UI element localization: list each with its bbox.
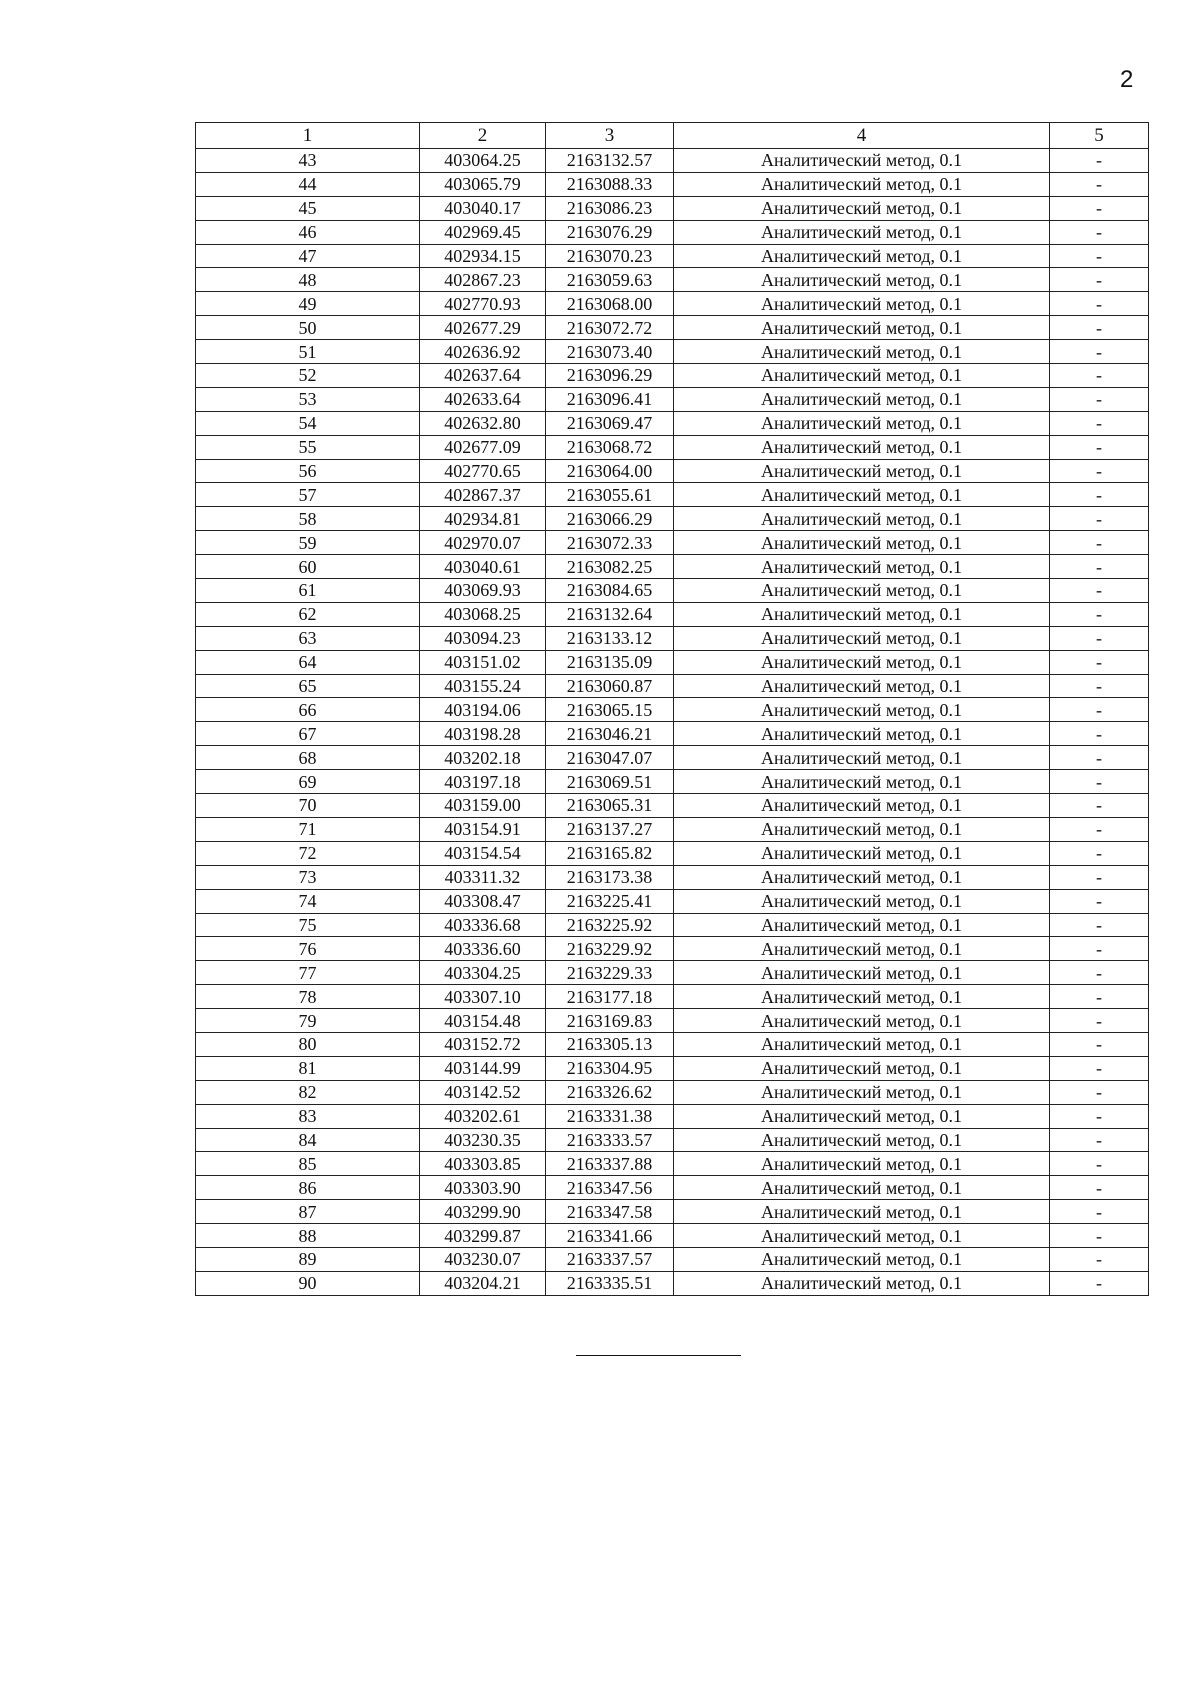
method-cell: Аналитический метод, 0.1: [674, 459, 1050, 483]
x-coordinate-cell: 402934.15: [420, 244, 546, 268]
end-rule-divider: [576, 1355, 741, 1356]
method-cell: Аналитический метод, 0.1: [674, 770, 1050, 794]
table-row: [196, 459, 1149, 483]
table-row: [196, 1176, 1149, 1200]
y-coordinate-cell: 2163173.38: [546, 865, 674, 889]
method-cell: Аналитический метод, 0.1: [674, 244, 1050, 268]
point-number-cell: 80: [196, 1032, 420, 1056]
note-cell: -: [1050, 1009, 1149, 1033]
method-cell: Аналитический метод, 0.1: [674, 841, 1050, 865]
note-cell: -: [1050, 817, 1149, 841]
x-coordinate-cell: 403068.25: [420, 602, 546, 626]
method-cell: Аналитический метод, 0.1: [674, 196, 1050, 220]
note-cell: -: [1050, 937, 1149, 961]
table-row: [196, 794, 1149, 818]
method-cell: Аналитический метод, 0.1: [674, 411, 1050, 435]
x-coordinate-cell: 403202.61: [420, 1104, 546, 1128]
y-coordinate-cell: 2163088.33: [546, 172, 674, 196]
table-row: [196, 507, 1149, 531]
point-number-cell: 81: [196, 1056, 420, 1080]
x-coordinate-cell: 402867.23: [420, 268, 546, 292]
note-cell: -: [1050, 1056, 1149, 1080]
note-cell: -: [1050, 602, 1149, 626]
method-cell: Аналитический метод, 0.1: [674, 1080, 1050, 1104]
y-coordinate-cell: 2163072.33: [546, 531, 674, 555]
y-coordinate-cell: 2163333.57: [546, 1128, 674, 1152]
point-number-cell: 75: [196, 913, 420, 937]
y-coordinate-cell: 2163064.00: [546, 459, 674, 483]
point-number-cell: 76: [196, 937, 420, 961]
note-cell: -: [1050, 507, 1149, 531]
method-cell: Аналитический метод, 0.1: [674, 531, 1050, 555]
table-row: [196, 746, 1149, 770]
x-coordinate-cell: 403094.23: [420, 626, 546, 650]
point-number-cell: 67: [196, 722, 420, 746]
point-number-cell: 68: [196, 746, 420, 770]
method-cell: Аналитический метод, 0.1: [674, 435, 1050, 459]
point-number-cell: 89: [196, 1247, 420, 1271]
x-coordinate-cell: 402632.80: [420, 411, 546, 435]
method-cell: Аналитический метод, 0.1: [674, 220, 1050, 244]
method-cell: Аналитический метод, 0.1: [674, 602, 1050, 626]
note-cell: -: [1050, 985, 1149, 1009]
y-coordinate-cell: 2163070.23: [546, 244, 674, 268]
method-cell: Аналитический метод, 0.1: [674, 507, 1050, 531]
x-coordinate-cell: 403154.48: [420, 1009, 546, 1033]
y-coordinate-cell: 2163076.29: [546, 220, 674, 244]
x-coordinate-cell: 402969.45: [420, 220, 546, 244]
point-number-cell: 46: [196, 220, 420, 244]
note-cell: -: [1050, 435, 1149, 459]
point-number-cell: 87: [196, 1200, 420, 1224]
x-coordinate-cell: 403194.06: [420, 698, 546, 722]
table-row: [196, 1104, 1149, 1128]
column-header-3: 3: [546, 123, 674, 149]
y-coordinate-cell: 2163326.62: [546, 1080, 674, 1104]
table-row: [196, 555, 1149, 579]
point-number-cell: 85: [196, 1152, 420, 1176]
y-coordinate-cell: 2163068.00: [546, 292, 674, 316]
point-number-cell: 52: [196, 364, 420, 388]
point-number-cell: 57: [196, 483, 420, 507]
point-number-cell: 58: [196, 507, 420, 531]
note-cell: -: [1050, 579, 1149, 603]
point-number-cell: 79: [196, 1009, 420, 1033]
note-cell: -: [1050, 1271, 1149, 1295]
note-cell: -: [1050, 268, 1149, 292]
note-cell: -: [1050, 340, 1149, 364]
y-coordinate-cell: 2163068.72: [546, 435, 674, 459]
column-header-4: 4: [674, 123, 1050, 149]
note-cell: -: [1050, 770, 1149, 794]
table-row: [196, 1224, 1149, 1248]
y-coordinate-cell: 2163132.57: [546, 149, 674, 173]
table-row: [196, 483, 1149, 507]
table-row: [196, 435, 1149, 459]
x-coordinate-cell: 403336.68: [420, 913, 546, 937]
table-row: [196, 1247, 1149, 1271]
y-coordinate-cell: 2163225.92: [546, 913, 674, 937]
method-cell: Аналитический метод, 0.1: [674, 1271, 1050, 1295]
method-cell: Аналитический метод, 0.1: [674, 698, 1050, 722]
y-coordinate-cell: 2163331.38: [546, 1104, 674, 1128]
table-row: [196, 602, 1149, 626]
note-cell: -: [1050, 1152, 1149, 1176]
point-number-cell: 60: [196, 555, 420, 579]
note-cell: -: [1050, 459, 1149, 483]
y-coordinate-cell: 2163065.15: [546, 698, 674, 722]
method-cell: Аналитический метод, 0.1: [674, 340, 1050, 364]
y-coordinate-cell: 2163047.07: [546, 746, 674, 770]
note-cell: -: [1050, 387, 1149, 411]
note-cell: -: [1050, 913, 1149, 937]
point-number-cell: 90: [196, 1271, 420, 1295]
note-cell: -: [1050, 1176, 1149, 1200]
x-coordinate-cell: 403230.07: [420, 1247, 546, 1271]
y-coordinate-cell: 2163082.25: [546, 555, 674, 579]
note-cell: -: [1050, 531, 1149, 555]
x-coordinate-cell: 403303.90: [420, 1176, 546, 1200]
note-cell: -: [1050, 244, 1149, 268]
x-coordinate-cell: 403230.35: [420, 1128, 546, 1152]
table-row: [196, 722, 1149, 746]
y-coordinate-cell: 2163066.29: [546, 507, 674, 531]
note-cell: -: [1050, 1128, 1149, 1152]
note-cell: -: [1050, 794, 1149, 818]
method-cell: Аналитический метод, 0.1: [674, 746, 1050, 770]
point-number-cell: 45: [196, 196, 420, 220]
note-cell: -: [1050, 292, 1149, 316]
note-cell: -: [1050, 674, 1149, 698]
point-number-cell: 43: [196, 149, 420, 173]
x-coordinate-cell: 402677.29: [420, 316, 546, 340]
x-coordinate-cell: 403308.47: [420, 889, 546, 913]
note-cell: -: [1050, 172, 1149, 196]
y-coordinate-cell: 2163137.27: [546, 817, 674, 841]
table-row: [196, 1271, 1149, 1295]
table-row: [196, 674, 1149, 698]
x-coordinate-cell: 403154.54: [420, 841, 546, 865]
method-cell: Аналитический метод, 0.1: [674, 364, 1050, 388]
note-cell: -: [1050, 196, 1149, 220]
method-cell: Аналитический метод, 0.1: [674, 1009, 1050, 1033]
method-cell: Аналитический метод, 0.1: [674, 626, 1050, 650]
table-row: [196, 770, 1149, 794]
method-cell: Аналитический метод, 0.1: [674, 555, 1050, 579]
point-number-cell: 88: [196, 1224, 420, 1248]
point-number-cell: 55: [196, 435, 420, 459]
point-number-cell: 51: [196, 340, 420, 364]
y-coordinate-cell: 2163177.18: [546, 985, 674, 1009]
table-row: [196, 149, 1149, 173]
page-number: 2: [1120, 66, 1134, 93]
point-number-cell: 53: [196, 387, 420, 411]
table-row: [196, 411, 1149, 435]
table-row: [196, 865, 1149, 889]
note-cell: -: [1050, 698, 1149, 722]
table-row: [196, 220, 1149, 244]
note-cell: -: [1050, 1200, 1149, 1224]
table-row: [196, 817, 1149, 841]
y-coordinate-cell: 2163347.58: [546, 1200, 674, 1224]
point-number-cell: 64: [196, 650, 420, 674]
table-row: [196, 1200, 1149, 1224]
y-coordinate-cell: 2163060.87: [546, 674, 674, 698]
point-number-cell: 62: [196, 602, 420, 626]
y-coordinate-cell: 2163225.41: [546, 889, 674, 913]
table-row: [196, 698, 1149, 722]
y-coordinate-cell: 2163335.51: [546, 1271, 674, 1295]
x-coordinate-cell: 402636.92: [420, 340, 546, 364]
point-number-cell: 59: [196, 531, 420, 555]
y-coordinate-cell: 2163096.29: [546, 364, 674, 388]
method-cell: Аналитический метод, 0.1: [674, 722, 1050, 746]
table-row: [196, 316, 1149, 340]
point-number-cell: 72: [196, 841, 420, 865]
y-coordinate-cell: 2163347.56: [546, 1176, 674, 1200]
y-coordinate-cell: 2163169.83: [546, 1009, 674, 1033]
note-cell: -: [1050, 626, 1149, 650]
y-coordinate-cell: 2163337.57: [546, 1247, 674, 1271]
x-coordinate-cell: 403144.99: [420, 1056, 546, 1080]
note-cell: -: [1050, 889, 1149, 913]
method-cell: Аналитический метод, 0.1: [674, 172, 1050, 196]
x-coordinate-cell: 403299.90: [420, 1200, 546, 1224]
method-cell: Аналитический метод, 0.1: [674, 292, 1050, 316]
note-cell: -: [1050, 364, 1149, 388]
table-row: [196, 387, 1149, 411]
table-row: [196, 340, 1149, 364]
method-cell: Аналитический метод, 0.1: [674, 1056, 1050, 1080]
x-coordinate-cell: 403064.25: [420, 149, 546, 173]
note-cell: -: [1050, 220, 1149, 244]
y-coordinate-cell: 2163069.51: [546, 770, 674, 794]
x-coordinate-cell: 403142.52: [420, 1080, 546, 1104]
x-coordinate-cell: 403154.91: [420, 817, 546, 841]
table-row: [196, 650, 1149, 674]
table-row: [196, 292, 1149, 316]
y-coordinate-cell: 2163132.64: [546, 602, 674, 626]
y-coordinate-cell: 2163072.72: [546, 316, 674, 340]
point-number-cell: 65: [196, 674, 420, 698]
point-number-cell: 74: [196, 889, 420, 913]
note-cell: -: [1050, 1104, 1149, 1128]
method-cell: Аналитический метод, 0.1: [674, 1032, 1050, 1056]
note-cell: -: [1050, 149, 1149, 173]
point-number-cell: 50: [196, 316, 420, 340]
x-coordinate-cell: 402970.07: [420, 531, 546, 555]
x-coordinate-cell: 402934.81: [420, 507, 546, 531]
method-cell: Аналитический метод, 0.1: [674, 268, 1050, 292]
table-row: [196, 961, 1149, 985]
y-coordinate-cell: 2163304.95: [546, 1056, 674, 1080]
y-coordinate-cell: 2163229.92: [546, 937, 674, 961]
x-coordinate-cell: 403040.61: [420, 555, 546, 579]
x-coordinate-cell: 402637.64: [420, 364, 546, 388]
x-coordinate-cell: 403065.79: [420, 172, 546, 196]
x-coordinate-cell: 403197.18: [420, 770, 546, 794]
x-coordinate-cell: 403151.02: [420, 650, 546, 674]
table-row: [196, 889, 1149, 913]
column-header-2: 2: [420, 123, 546, 149]
table-row: [196, 841, 1149, 865]
x-coordinate-cell: 403304.25: [420, 961, 546, 985]
note-cell: -: [1050, 411, 1149, 435]
point-number-cell: 71: [196, 817, 420, 841]
method-cell: Аналитический метод, 0.1: [674, 674, 1050, 698]
method-cell: Аналитический метод, 0.1: [674, 913, 1050, 937]
y-coordinate-cell: 2163135.09: [546, 650, 674, 674]
y-coordinate-cell: 2163096.41: [546, 387, 674, 411]
point-number-cell: 61: [196, 579, 420, 603]
method-cell: Аналитический метод, 0.1: [674, 817, 1050, 841]
point-number-cell: 63: [196, 626, 420, 650]
table-row: [196, 985, 1149, 1009]
table-row: [196, 1056, 1149, 1080]
point-number-cell: 84: [196, 1128, 420, 1152]
x-coordinate-cell: 402867.37: [420, 483, 546, 507]
note-cell: -: [1050, 1080, 1149, 1104]
note-cell: -: [1050, 1224, 1149, 1248]
table-header-row: [196, 123, 1149, 149]
point-number-cell: 82: [196, 1080, 420, 1104]
point-number-cell: 49: [196, 292, 420, 316]
method-cell: Аналитический метод, 0.1: [674, 794, 1050, 818]
y-coordinate-cell: 2163165.82: [546, 841, 674, 865]
x-coordinate-cell: 403198.28: [420, 722, 546, 746]
y-coordinate-cell: 2163086.23: [546, 196, 674, 220]
point-number-cell: 83: [196, 1104, 420, 1128]
method-cell: Аналитический метод, 0.1: [674, 1176, 1050, 1200]
table-row: [196, 1128, 1149, 1152]
y-coordinate-cell: 2163084.65: [546, 579, 674, 603]
table-row: [196, 1080, 1149, 1104]
note-cell: -: [1050, 865, 1149, 889]
x-coordinate-cell: 403336.60: [420, 937, 546, 961]
method-cell: Аналитический метод, 0.1: [674, 1200, 1050, 1224]
y-coordinate-cell: 2163341.66: [546, 1224, 674, 1248]
x-coordinate-cell: 403152.72: [420, 1032, 546, 1056]
method-cell: Аналитический метод, 0.1: [674, 961, 1050, 985]
point-number-cell: 77: [196, 961, 420, 985]
y-coordinate-cell: 2163337.88: [546, 1152, 674, 1176]
method-cell: Аналитический метод, 0.1: [674, 579, 1050, 603]
point-number-cell: 73: [196, 865, 420, 889]
y-coordinate-cell: 2163229.33: [546, 961, 674, 985]
table-body: [196, 149, 1149, 1296]
x-coordinate-cell: 403155.24: [420, 674, 546, 698]
point-number-cell: 54: [196, 411, 420, 435]
point-number-cell: 78: [196, 985, 420, 1009]
x-coordinate-cell: 403040.17: [420, 196, 546, 220]
table-row: [196, 1009, 1149, 1033]
table-row: [196, 172, 1149, 196]
table-row: [196, 1032, 1149, 1056]
x-coordinate-cell: 403307.10: [420, 985, 546, 1009]
method-cell: Аналитический метод, 0.1: [674, 483, 1050, 507]
table-row: [196, 913, 1149, 937]
table-row: [196, 244, 1149, 268]
x-coordinate-cell: 403159.00: [420, 794, 546, 818]
method-cell: Аналитический метод, 0.1: [674, 1224, 1050, 1248]
coordinates-table: [195, 122, 1149, 1296]
point-number-cell: 86: [196, 1176, 420, 1200]
table-row: [196, 196, 1149, 220]
point-number-cell: 47: [196, 244, 420, 268]
note-cell: -: [1050, 1032, 1149, 1056]
method-cell: Аналитический метод, 0.1: [674, 1152, 1050, 1176]
method-cell: Аналитический метод, 0.1: [674, 889, 1050, 913]
note-cell: -: [1050, 483, 1149, 507]
method-cell: Аналитический метод, 0.1: [674, 387, 1050, 411]
method-cell: Аналитический метод, 0.1: [674, 650, 1050, 674]
y-coordinate-cell: 2163305.13: [546, 1032, 674, 1056]
table-row: [196, 531, 1149, 555]
x-coordinate-cell: 403069.93: [420, 579, 546, 603]
y-coordinate-cell: 2163046.21: [546, 722, 674, 746]
note-cell: -: [1050, 961, 1149, 985]
method-cell: Аналитический метод, 0.1: [674, 316, 1050, 340]
y-coordinate-cell: 2163133.12: [546, 626, 674, 650]
table-row: [196, 937, 1149, 961]
method-cell: Аналитический метод, 0.1: [674, 937, 1050, 961]
point-number-cell: 48: [196, 268, 420, 292]
point-number-cell: 69: [196, 770, 420, 794]
note-cell: -: [1050, 1247, 1149, 1271]
method-cell: Аналитический метод, 0.1: [674, 1247, 1050, 1271]
table-row: [196, 268, 1149, 292]
x-coordinate-cell: 403299.87: [420, 1224, 546, 1248]
x-coordinate-cell: 403202.18: [420, 746, 546, 770]
x-coordinate-cell: 403303.85: [420, 1152, 546, 1176]
table-row: [196, 626, 1149, 650]
y-coordinate-cell: 2163059.63: [546, 268, 674, 292]
x-coordinate-cell: 403311.32: [420, 865, 546, 889]
y-coordinate-cell: 2163055.61: [546, 483, 674, 507]
y-coordinate-cell: 2163065.31: [546, 794, 674, 818]
note-cell: -: [1050, 316, 1149, 340]
table-row: [196, 579, 1149, 603]
note-cell: -: [1050, 555, 1149, 579]
method-cell: Аналитический метод, 0.1: [674, 985, 1050, 1009]
point-number-cell: 44: [196, 172, 420, 196]
point-number-cell: 66: [196, 698, 420, 722]
note-cell: -: [1050, 650, 1149, 674]
note-cell: -: [1050, 722, 1149, 746]
point-number-cell: 56: [196, 459, 420, 483]
x-coordinate-cell: 402770.93: [420, 292, 546, 316]
x-coordinate-cell: 402770.65: [420, 459, 546, 483]
x-coordinate-cell: 403204.21: [420, 1271, 546, 1295]
y-coordinate-cell: 2163069.47: [546, 411, 674, 435]
note-cell: -: [1050, 746, 1149, 770]
note-cell: -: [1050, 841, 1149, 865]
x-coordinate-cell: 402677.09: [420, 435, 546, 459]
table-row: [196, 364, 1149, 388]
column-header-1: 1: [196, 123, 420, 149]
column-header-5: 5: [1050, 123, 1149, 149]
method-cell: Аналитический метод, 0.1: [674, 1128, 1050, 1152]
x-coordinate-cell: 402633.64: [420, 387, 546, 411]
method-cell: Аналитический метод, 0.1: [674, 1104, 1050, 1128]
y-coordinate-cell: 2163073.40: [546, 340, 674, 364]
table-row: [196, 1152, 1149, 1176]
point-number-cell: 70: [196, 794, 420, 818]
method-cell: Аналитический метод, 0.1: [674, 149, 1050, 173]
method-cell: Аналитический метод, 0.1: [674, 865, 1050, 889]
